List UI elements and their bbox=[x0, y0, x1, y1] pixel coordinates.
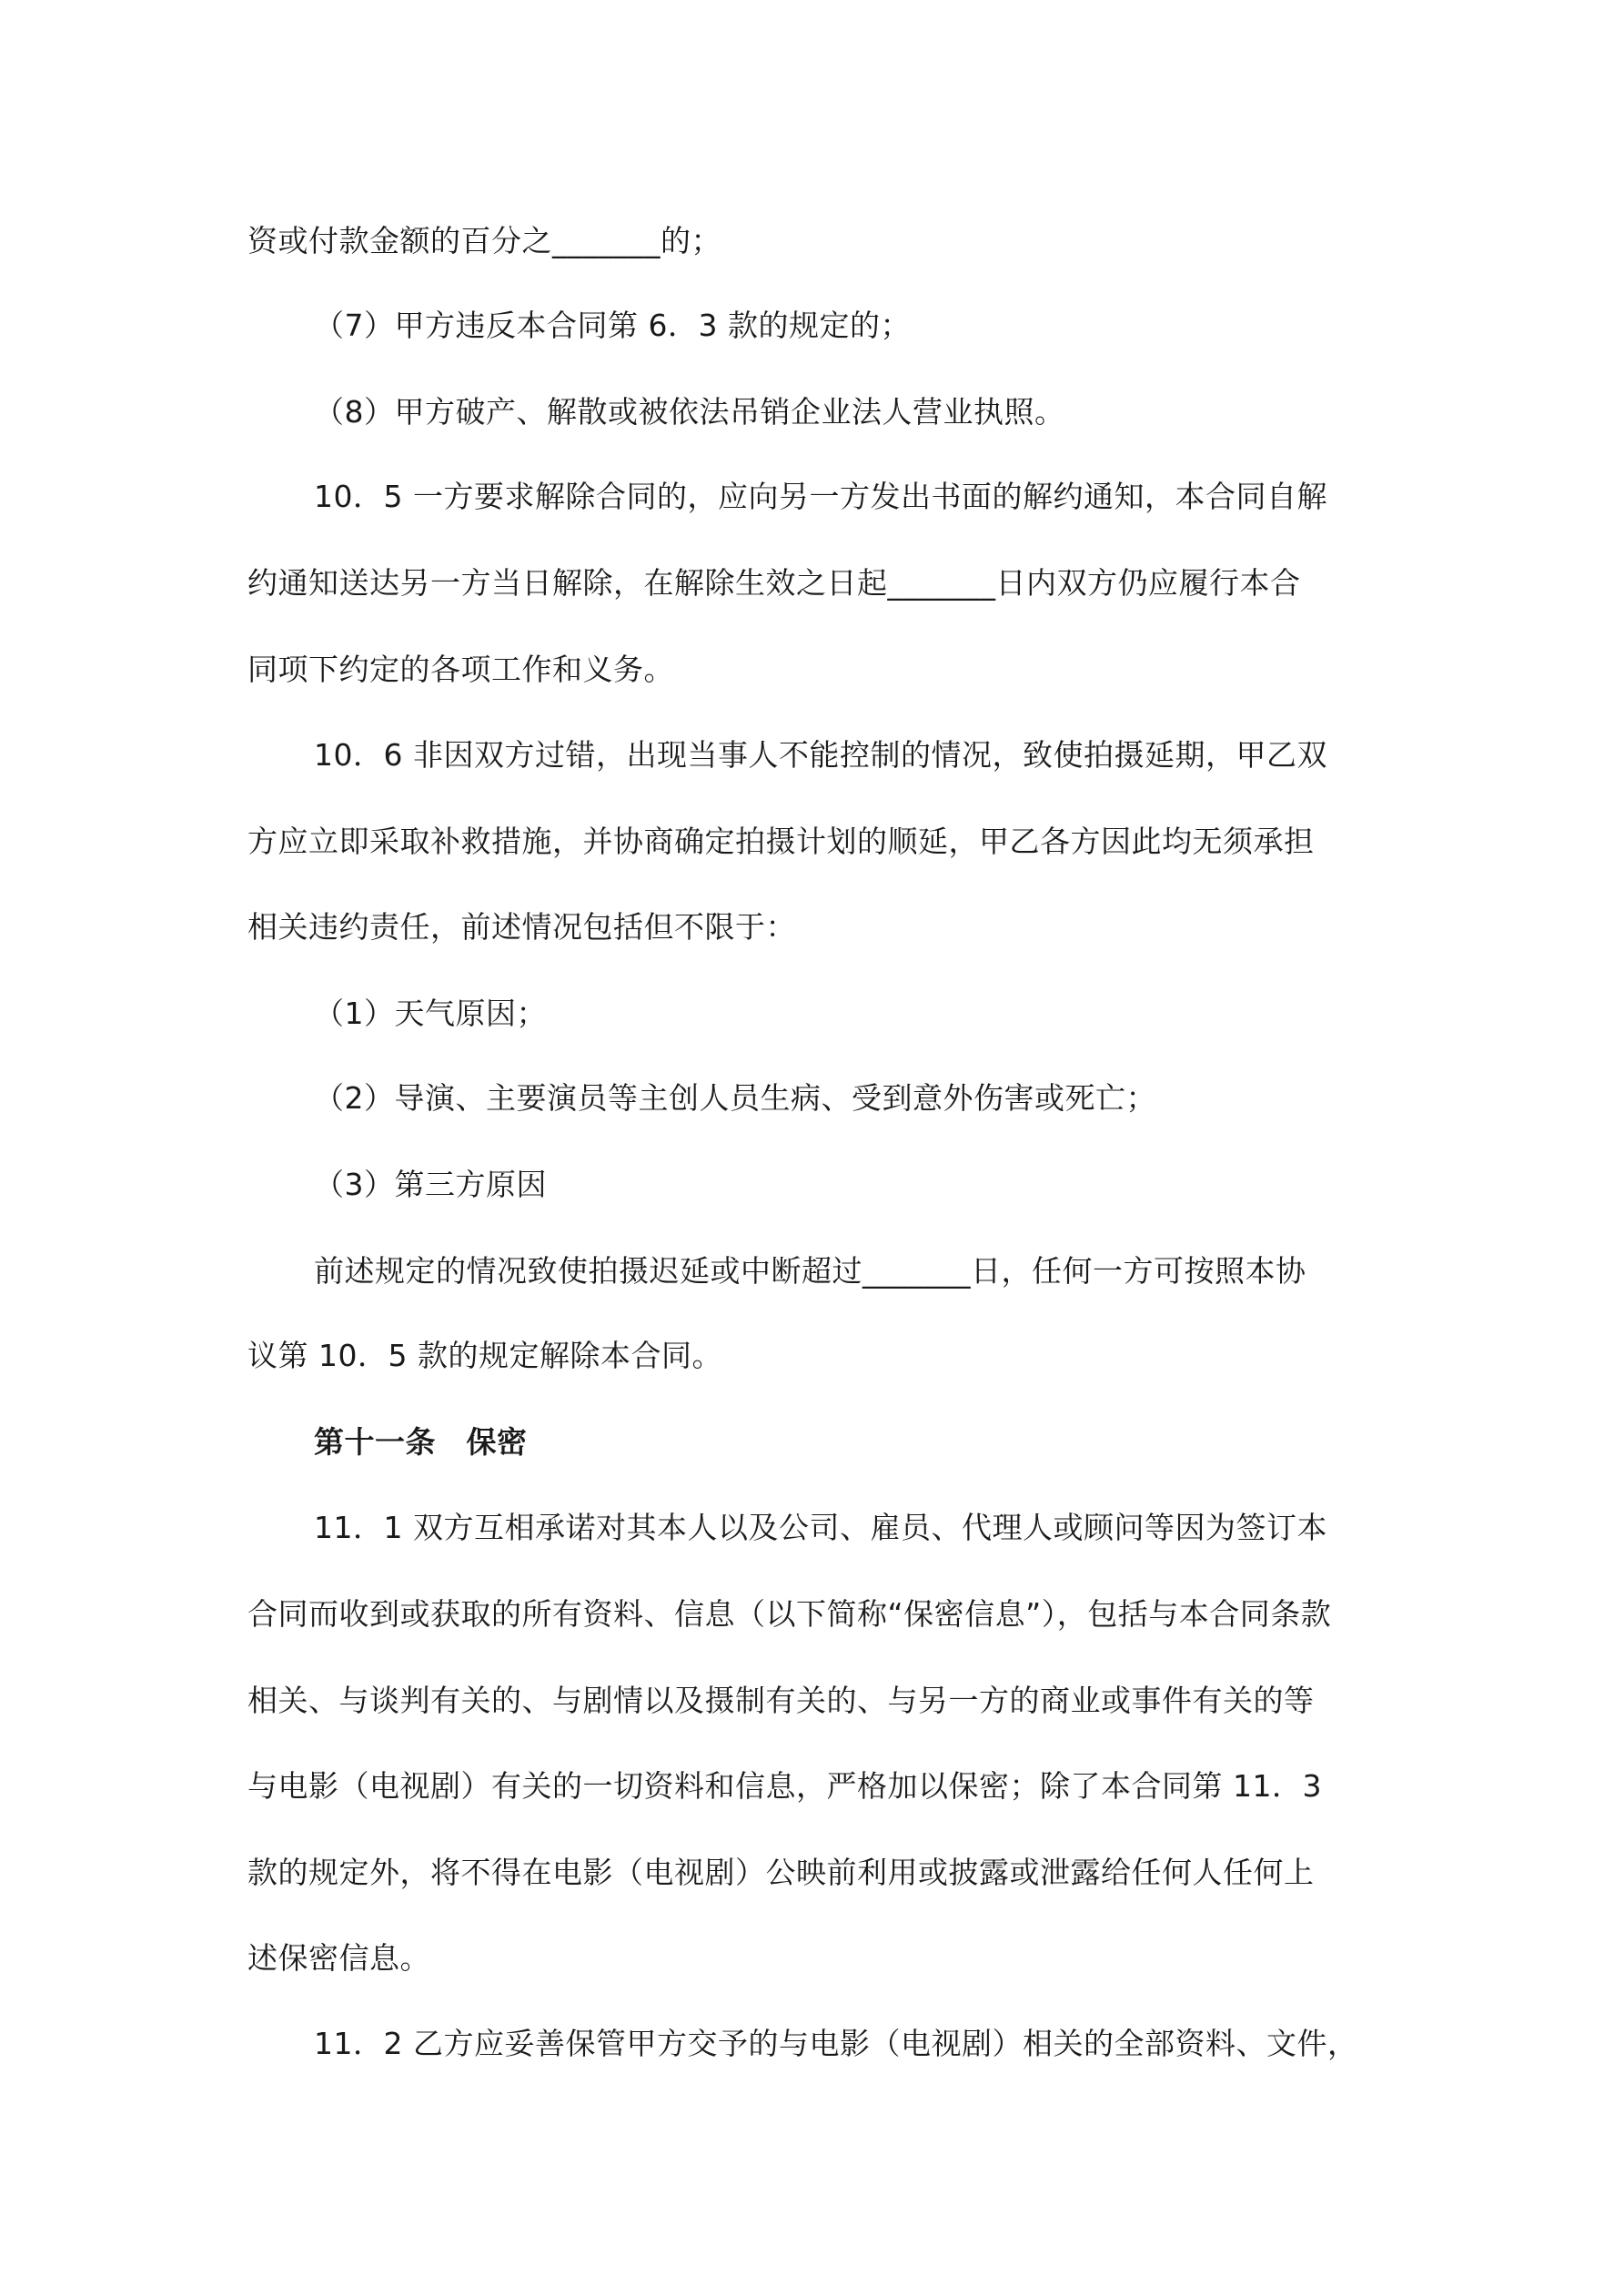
list-item: （8）甲方破产、解散或被依法吊销企业法人营业执照。 bbox=[314, 394, 1065, 430]
paragraph-line: 与电影（电视剧）有关的一切资料和信息，严格加以保密；除了本合同第 11．3 bbox=[247, 1768, 1322, 1804]
paragraph-line: 述保密信息。 bbox=[247, 1940, 430, 1976]
list-item: （2）导演、主要演员等主创人员生病、受到意外伤害或死亡； bbox=[314, 1080, 1156, 1116]
list-item: （3）第三方原因 bbox=[314, 1167, 547, 1202]
paragraph-line: 前述规定的情况致使拍摄迟延或中断超过_______日，任何一方可按照本协 bbox=[314, 1253, 1306, 1289]
list-item: （1）天气原因； bbox=[314, 996, 547, 1031]
paragraph-line: 合同而收到或获取的所有资料、信息（以下简称“保密信息”），包括与本合同条款 bbox=[247, 1596, 1332, 1632]
paragraph-line: 相关、与谈判有关的、与剧情以及摄制有关的、与另一方的商业或事件有关的等 bbox=[247, 1683, 1315, 1718]
clause-11-1-line: 11．1 双方互相承诺对其本人以及公司、雇员、代理人或顾问等因为签订本 bbox=[314, 1510, 1327, 1545]
paragraph-line: 议第 10．5 款的规定解除本合同。 bbox=[247, 1338, 722, 1373]
paragraph-line: 相关违约责任，前述情况包括但不限于： bbox=[247, 909, 796, 945]
paragraph-line: 同项下约定的各项工作和义务。 bbox=[247, 652, 674, 687]
clause-10-6-line: 10．6 非因双方过错，出现当事人不能控制的情况，致使拍摄延期，甲乙双 bbox=[314, 737, 1327, 773]
paragraph-line: 约通知送达另一方当日解除，在解除生效之日起_______日内双方仍应履行本合 bbox=[247, 565, 1301, 601]
paragraph-line: 款的规定外，将不得在电影（电视剧）公映前利用或披露或泄露给任何人任何上 bbox=[247, 1855, 1315, 1890]
clause-11-2-line: 11．2 乙方应妥善保管甲方交予的与电影（电视剧）相关的全部资料、文件， bbox=[314, 2026, 1358, 2061]
article-11-heading: 第十一条 保密 bbox=[314, 1424, 528, 1460]
paragraph-line: 方应立即采取补救措施，并协商确定拍摄计划的顺延，甲乙各方因此均无须承担 bbox=[247, 824, 1315, 859]
list-item: （7）甲方违反本合同第 6．3 款的规定的； bbox=[314, 308, 911, 343]
paragraph-line: 资或付款金额的百分之_______的； bbox=[247, 223, 721, 258]
clause-10-5-line: 10．5 一方要求解除合同的，应向另一方发出书面的解约通知，本合同自解 bbox=[314, 479, 1327, 514]
